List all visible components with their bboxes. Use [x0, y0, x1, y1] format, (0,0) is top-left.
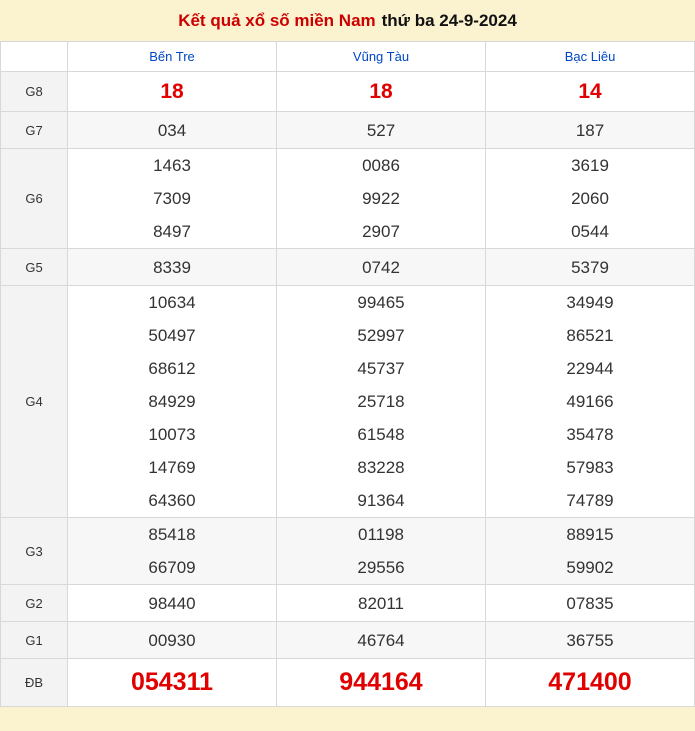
prize-number: 14	[578, 80, 602, 103]
table-row	[1, 112, 695, 149]
prize-cell	[486, 518, 695, 585]
prize-number: 35478	[566, 425, 614, 444]
prize-number: 8497	[153, 222, 191, 241]
prize-number: 07835	[566, 593, 614, 613]
prize-number: 88915	[566, 525, 614, 544]
prize-cell	[277, 72, 486, 112]
prize-number: 10634	[148, 293, 196, 312]
prize-number: 0544	[571, 222, 609, 241]
prize-cell	[277, 585, 486, 622]
prize-number: 66709	[148, 558, 196, 577]
prize-number: 187	[575, 120, 605, 140]
prize-number: 471400	[548, 668, 632, 696]
prize-cell	[68, 659, 277, 707]
column-header-province-1[interactable]: Bến Tre	[68, 42, 277, 72]
prize-cell	[277, 112, 486, 149]
result-date: thứ ba 24-9-2024	[381, 10, 517, 30]
prize-cell	[277, 249, 486, 286]
column-header-province-3[interactable]: Bạc Liêu	[486, 42, 695, 72]
prize-label: G3	[1, 518, 68, 585]
prize-cell	[68, 72, 277, 112]
prize-cell	[277, 286, 486, 518]
prize-label: G8	[1, 72, 68, 112]
prize-cell	[486, 249, 695, 286]
prize-number: 99465	[357, 293, 405, 312]
table-row	[1, 622, 695, 659]
prize-label: ĐB	[1, 659, 68, 707]
footer-strip	[0, 707, 695, 731]
prize-number: 18	[160, 80, 184, 103]
prize-cell	[486, 585, 695, 622]
prize-cell	[486, 112, 695, 149]
prize-number: 36755	[566, 630, 614, 650]
prize-number: 054311	[130, 668, 214, 696]
prize-number: 86521	[566, 326, 614, 345]
prize-number: 84929	[148, 392, 196, 411]
page-title: Kết quả xổ số miền Nam	[178, 10, 376, 30]
prize-number: 10073	[148, 425, 196, 444]
prize-number: 9922	[362, 189, 400, 208]
prize-number: 18	[369, 80, 393, 103]
prize-cell	[277, 622, 486, 659]
prize-number: 2060	[571, 189, 609, 208]
prize-cell	[68, 286, 277, 518]
prize-cell	[68, 249, 277, 286]
prize-number: 7309	[153, 189, 191, 208]
prize-cell	[277, 659, 486, 707]
prize-cell	[277, 149, 486, 249]
prize-number: 82011	[357, 593, 404, 613]
prize-number: 527	[366, 120, 396, 140]
prize-number: 25718	[357, 392, 405, 411]
table-body	[1, 72, 695, 707]
prize-cell	[68, 518, 277, 585]
prize-number: 74789	[566, 491, 614, 510]
prize-number: 68612	[148, 359, 196, 378]
prize-number: 59902	[566, 558, 614, 577]
header-row	[1, 42, 695, 72]
column-header-province-2[interactable]: Vũng Tàu	[277, 42, 486, 72]
table-row	[1, 149, 695, 249]
prize-label: G4	[1, 286, 68, 518]
prize-number: 91364	[357, 491, 405, 510]
prize-cell	[486, 286, 695, 518]
prize-number: 14769	[148, 458, 196, 477]
table-row	[1, 659, 695, 707]
prize-number: 00930	[148, 630, 196, 650]
prize-number: 45737	[357, 359, 405, 378]
prize-cell	[486, 659, 695, 707]
prize-cell	[68, 622, 277, 659]
prize-label: G6	[1, 149, 68, 249]
prize-cell	[68, 149, 277, 249]
table-header	[1, 42, 695, 72]
prize-label: G2	[1, 585, 68, 622]
prize-number: 22944	[566, 359, 614, 378]
prize-number: 944164	[339, 668, 423, 696]
prize-number: 034	[157, 120, 187, 140]
lottery-results-table	[0, 41, 695, 707]
prize-label: G5	[1, 249, 68, 286]
prize-number: 34949	[566, 293, 614, 312]
prize-number: 46764	[357, 630, 405, 650]
prize-number: 0742	[362, 257, 400, 277]
prize-number: 5379	[571, 257, 609, 277]
prize-cell	[486, 72, 695, 112]
prize-number: 01198	[357, 525, 404, 544]
table-row	[1, 72, 695, 112]
prize-label: G7	[1, 112, 68, 149]
prize-number: 3619	[571, 156, 609, 175]
prize-number: 2907	[362, 222, 400, 241]
prize-number: 83228	[357, 458, 405, 477]
prize-cell	[486, 622, 695, 659]
prize-label: G1	[1, 622, 68, 659]
prize-cell	[486, 149, 695, 249]
table-row	[1, 286, 695, 518]
page-banner	[0, 0, 695, 41]
table-row	[1, 585, 695, 622]
prize-number: 50497	[148, 326, 196, 345]
prize-number: 64360	[148, 491, 196, 510]
prize-number: 49166	[566, 392, 614, 411]
prize-number: 57983	[566, 458, 614, 477]
table-row	[1, 249, 695, 286]
prize-number: 0086	[362, 156, 400, 175]
prize-number: 8339	[153, 257, 191, 277]
prize-number: 29556	[357, 558, 405, 577]
prize-number: 61548	[357, 425, 405, 444]
prize-cell	[68, 585, 277, 622]
table-row	[1, 518, 695, 585]
prize-number: 52997	[357, 326, 405, 345]
prize-number: 1463	[153, 156, 191, 175]
prize-cell	[277, 518, 486, 585]
prize-cell	[68, 112, 277, 149]
prize-number: 98440	[148, 593, 196, 613]
header-corner	[1, 42, 68, 72]
prize-number: 85418	[148, 525, 196, 544]
